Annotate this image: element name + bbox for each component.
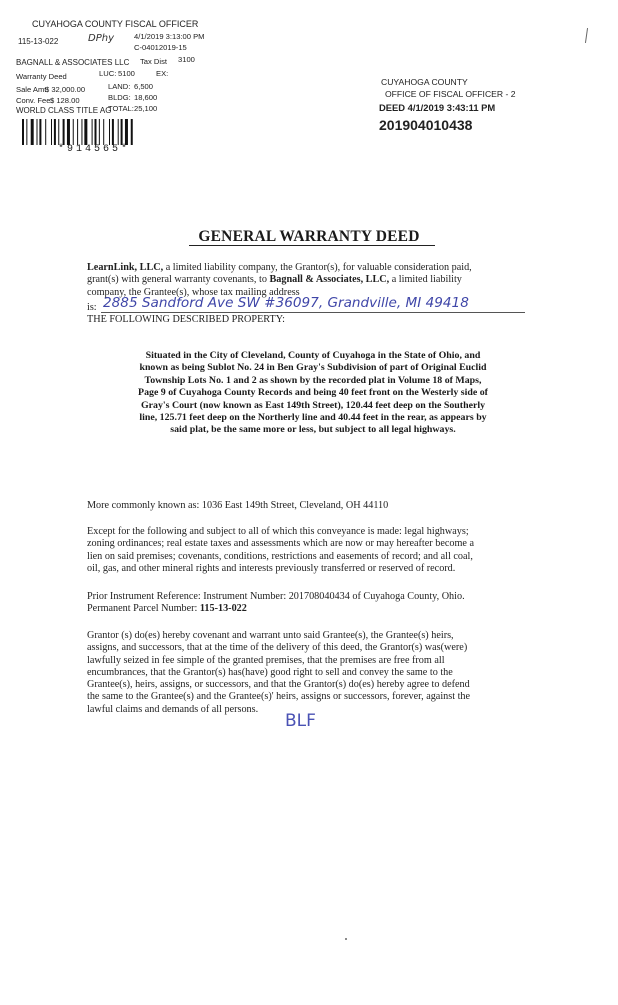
stamp-conv-fee-label: Conv. Fee:: [16, 96, 53, 105]
grantor-name: LearnLink, LLC,: [87, 262, 164, 273]
legal-line: Township Lots No. 1 and 2 as shown by the recorded plat in Volume 18 of Maps,: [144, 374, 482, 386]
intro-line-2: grant(s) with general warranty covenants, to: [87, 274, 270, 286]
covenant-line: Grantor (s) do(es) hereby covenant and warrant unto said Grantee(s), the Grantee(s) heirs,: [87, 630, 454, 641]
is-label: is:: [87, 302, 97, 313]
intro-paragraph: [87, 262, 537, 299]
barcode-graphic: [22, 119, 170, 145]
covenant-line: Grantee(s), heirs, assigns, or successors, and that the Grantor(s) do(es) hereby agree to defend: [87, 679, 470, 691]
stray-dot: [345, 938, 347, 940]
exceptions-line: oil, gas, and other mineral rights and interests previously transferred or reserved of record.: [87, 562, 456, 574]
stamp-office: CUYAHOGA COUNTY FISCAL OFFICER: [32, 19, 199, 29]
stamp-bldg-label: BLDG:: [108, 93, 131, 102]
intro-line-4: company, the Grantee(s), whose tax mailing address: [87, 286, 300, 298]
recorder-deed-datetime: DEED 4/1/2019 3:43:11 PM: [379, 102, 496, 113]
address-underline: [101, 312, 525, 313]
stamp-tax-dist: 3100: [178, 55, 195, 64]
exceptions-line: lien on said premises; covenants, conditions, restrictions and easements of record; and all coal,: [87, 550, 473, 562]
legal-line: Situated in the City of Cleveland, County of Cuyahoga in the State of Ohio, and: [145, 350, 481, 361]
prior-instrument-reference: Prior Instrument Reference: Instrument Number: 201708040434 of Cuyahoga County, Ohio.: [87, 591, 465, 602]
legal-description: [125, 350, 501, 437]
deed-title: GENERAL WARRANTY DEED: [198, 228, 420, 245]
barcode-number: *914565*: [58, 144, 131, 155]
recorder-office: OFFICE OF FISCAL OFFICER - 2: [385, 89, 516, 99]
stamp-initials: DPhy: [88, 33, 114, 44]
stray-mark: [585, 28, 588, 43]
legal-line: Page 9 of Cuyahoga County Records and being 40 feet front on the Westerly side of: [138, 387, 488, 399]
stamp-total: 25,100: [134, 104, 158, 113]
stamp-tax-dist-label: Tax Dist: [140, 57, 168, 66]
covenant-line: lawful claims and demands of all persons.: [87, 703, 259, 715]
exceptions-line: Except for the following and subject to all of which this conveyance is made: legal highways;: [87, 526, 469, 537]
stamp-title-agency: WORLD CLASS TITLE AG: [16, 106, 112, 115]
stamp-sale-amt-label: Sale Amt:: [16, 85, 49, 94]
stamp-grantee: BAGNALL & ASSOCIATES LLC: [16, 58, 130, 67]
grantee-name: Bagnall & Associates, LLC,: [269, 274, 390, 286]
described-property-heading: THE FOLLOWING DESCRIBED PROPERTY:: [87, 314, 285, 325]
stamp-ex-label: EX:: [156, 69, 169, 78]
intro-line-1: a limited liability company, the Grantor(s), for valuable consideration paid,: [163, 262, 472, 273]
commonly-known-as: More commonly known as: 1036 East 149th Street, Cleveland, OH 44110: [87, 500, 389, 511]
stamp-land-label: LAND:: [108, 82, 131, 91]
mailing-address-handwritten: 2885 Sandford Ave SW #36097, Grandville, MI 49418: [103, 295, 469, 311]
recorder-county: CUYAHOGA COUNTY: [381, 77, 468, 87]
exceptions-paragraph: [87, 526, 537, 575]
recorder-instrument-number: 201904010438: [379, 117, 473, 133]
stamp-conveyance-no: C-04012019-15: [134, 43, 187, 52]
stamp-land: 6,500: [134, 82, 154, 91]
covenant-line: assigns, and successors, that at the time of the delivery of this deed, the Grantor(s) was(were): [87, 642, 468, 654]
covenant-line: the same to the Grantee(s) and the Grantee(s)' heirs, assigns or successors, forever, against the: [87, 691, 471, 703]
covenant-line: lawfully seized in fee simple of the granted premises, that the premises are free from all: [87, 654, 445, 666]
handwritten-initials: BLF: [285, 711, 316, 731]
stamp-datetime: 4/1/2019 3:13:00 PM: [134, 32, 205, 41]
title-underline: [189, 245, 435, 246]
covenant-line: encumbrances, that the Grantor(s) has(have) good right to sell and convey the same to the: [87, 666, 453, 678]
stamp-deed-type: Warranty Deed: [16, 72, 67, 81]
exceptions-line: zoning ordinances; real estate taxes and assessments which are now or may hereafter become a: [87, 538, 474, 550]
stamp-parcel: 115-13-022: [18, 37, 59, 46]
stamp-sale-amt: $ 32,000.00: [45, 85, 86, 94]
ppn-label: Permanent Parcel Number:: [87, 603, 200, 614]
legal-line: said plat, be the same more or less, but subject to all legal highways.: [170, 424, 456, 436]
legal-line: known as being Sublot No. 24 in Ben Gray's Subdivision of part of Original Euclid: [139, 362, 487, 374]
permanent-parcel-number: [87, 603, 247, 615]
intro-line-3: a limited liability: [389, 274, 462, 286]
legal-line: Gray's Court (now known as East 149th Street), 120.44 feet deep on the Southerly: [140, 399, 486, 411]
stamp-conv-fee: $ 128.00: [50, 96, 80, 105]
stamp-bldg: 18,600: [134, 93, 158, 102]
ppn-value: 115-13-022: [199, 603, 247, 614]
covenant-paragraph: [87, 630, 537, 716]
stamp-luc: 5100: [118, 69, 135, 78]
stamp-luc-label: LUC:: [99, 69, 117, 78]
stamp-total-label: TOTAL:: [108, 104, 134, 113]
legal-line: line, 125.71 feet deep on the Northerly line and 40.44 feet in the rear, as appears by: [139, 412, 487, 424]
